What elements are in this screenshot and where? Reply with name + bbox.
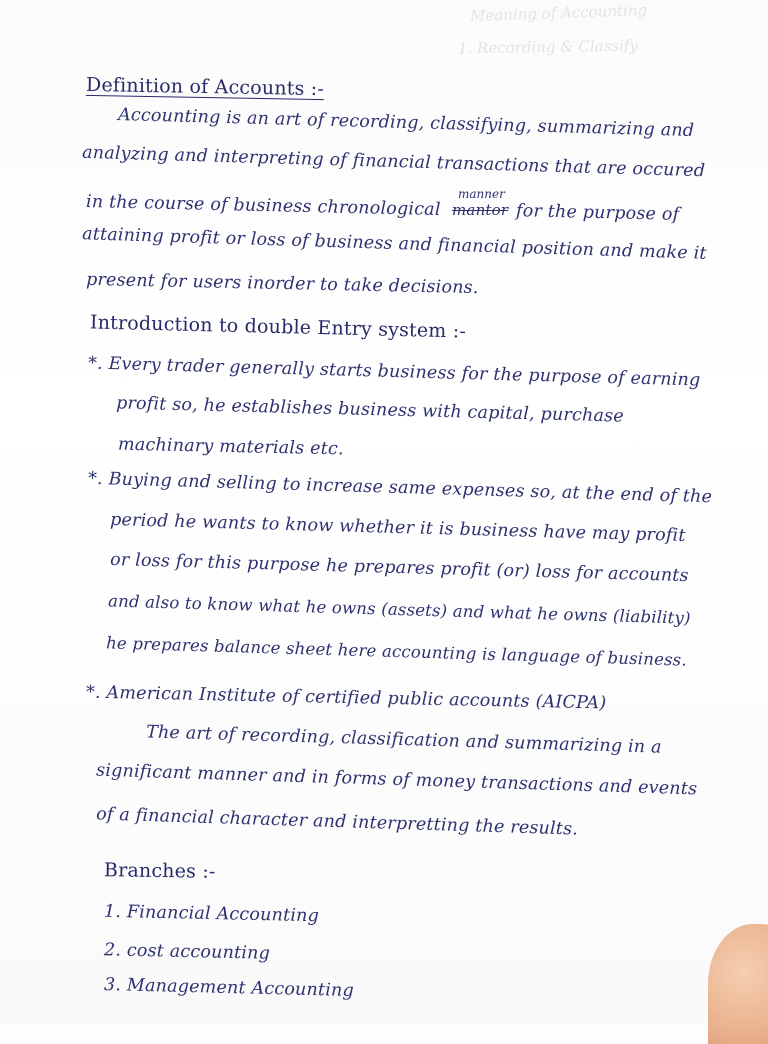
page-title: Definition of Accounts :- <box>85 73 325 101</box>
bullet-line: profit so, he establishes business with capital, purchase <box>115 393 625 427</box>
bullet-line: period he wants to know whether it is business have may profit <box>109 509 686 547</box>
bullet-line: or loss for this purpose he prepares profit (or) loss for accounts <box>109 549 689 587</box>
thumb-in-frame <box>708 924 768 1044</box>
bleed-through-text: 1. Recording & Classify <box>457 36 638 58</box>
definition-line: for the purpose of <box>515 201 680 225</box>
section-title-double-entry: Introduction to double Entry system :- <box>89 311 467 343</box>
bullet-line: *. Every trader generally starts business for the purpose of earning <box>87 353 701 391</box>
branch-item: 2. cost accounting <box>103 940 271 964</box>
struck-word: mantor <box>452 201 509 219</box>
bullet-line: machinary materials etc. <box>117 434 344 460</box>
inserted-word: manner <box>458 187 505 201</box>
bleed-through-text: Meaning of Accounting <box>469 0 648 26</box>
bullet-line: *. Buying and selling to increase same expenses so, at the end of the <box>87 468 713 508</box>
branches-title: Branches :- <box>103 859 216 883</box>
definition-line: in the course of business chronological <box>85 191 441 221</box>
bullet-line: *. American Institute of certified public accounts (AICPA) <box>85 682 607 714</box>
definition-line: present for users inorder to take decisions. <box>85 269 479 299</box>
branch-item: 1. Financial Accounting <box>103 901 320 927</box>
quote-line: significant manner and in forms of money transactions and events <box>95 760 698 800</box>
branch-item: 3. Management Accounting <box>103 974 355 1002</box>
bullet-line: and also to know what he owns (assets) and what he owns (liability) <box>107 591 691 628</box>
bullet-line: he prepares balance sheet here accounting is language of business. <box>105 633 688 670</box>
definition-line: Accounting is an art of recording, classifying, summarizing and <box>117 104 695 142</box>
quote-line: The art of recording, classification and summarizing in a <box>145 722 662 758</box>
quote-line: of a financial character and interpretting the results. <box>95 804 579 840</box>
definition-line: analyzing and interpreting of financial transactions that are occured <box>81 142 706 182</box>
definition-line: attaining profit or loss of business and financial position and make it <box>81 224 707 264</box>
